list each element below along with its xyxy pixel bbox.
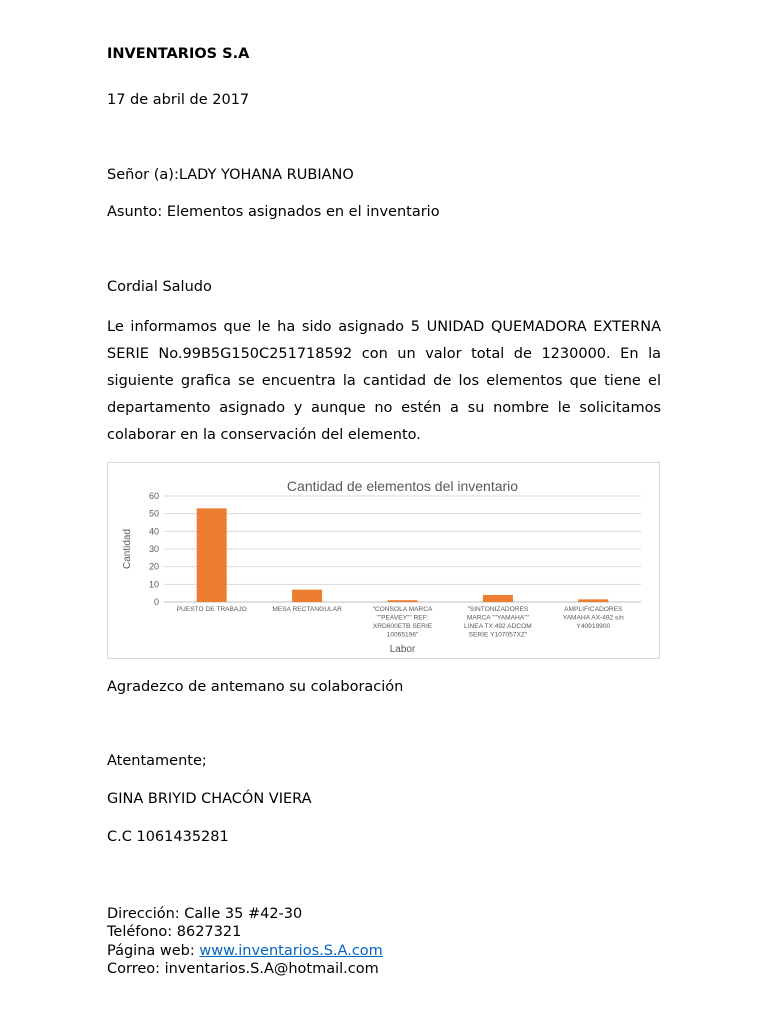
x-tick-label: XRD600ETB SERIE — [372, 623, 433, 630]
chart-svg — [108, 463, 661, 660]
x-tick-label: "SINTONIZADORES — [467, 606, 529, 613]
x-tick-label: MARCA ""YAMAHA"" — [466, 614, 529, 622]
contact-footer — [107, 905, 383, 978]
x-tick-label: Y40919900 — [576, 623, 611, 630]
x-tick-label: MESA RECTANGULAR — [272, 606, 342, 613]
bar — [197, 508, 227, 602]
x-tick-label: "CONSOLA MARCA — [372, 606, 433, 613]
closing: Atentamente; — [107, 753, 207, 769]
bar — [483, 595, 513, 602]
greeting: Cordial Saludo — [107, 279, 212, 295]
y-tick-label: 0 — [153, 597, 159, 607]
x-tick-label: LINEA TX 492 ADCOM — [464, 623, 532, 630]
signer-id: C.C 1061435281 — [107, 829, 229, 845]
footer-phone: Teléfono: 8627321 — [107, 924, 242, 941]
x-tick-label: AMPLIFICADORES — [564, 606, 623, 613]
x-tick-label: 10065196" — [386, 631, 419, 639]
y-tick-label: 30 — [148, 544, 159, 554]
thanks-line: Agradezco de antemano su colaboración — [107, 679, 404, 695]
y-tick-label: 50 — [148, 508, 159, 519]
footer-email: Correo: inventarios.S.A@hotmail.com — [107, 960, 379, 977]
bar — [388, 600, 418, 602]
x-axis-title: Labor — [389, 644, 416, 655]
letter-date: 17 de abril de 2017 — [107, 92, 250, 108]
signer-name: GINA BRIYID CHACÓN VIERA — [107, 791, 312, 807]
subject-line: Asunto: Elementos asignados en el inventario — [107, 204, 440, 220]
bar — [578, 599, 608, 602]
y-tick-label: 40 — [148, 526, 159, 537]
chart-title: Cantidad de elementos del inventario — [286, 478, 519, 494]
x-tick-label: ""PEAVEY"" REF: — [376, 614, 429, 622]
y-tick-label: 60 — [148, 491, 159, 501]
company-name: INVENTARIOS S.A — [107, 46, 250, 62]
footer-address: Dirección: Calle 35 #42-30 — [107, 906, 303, 922]
inventory-chart — [107, 462, 660, 659]
y-axis-title: Cantidad — [122, 528, 133, 570]
x-tick-label: YAMAHA AX-492 s/n — [562, 614, 624, 622]
footer-web — [107, 942, 383, 960]
website-link[interactable]: www.inventarios.S.A.com — [199, 942, 383, 959]
bar — [292, 590, 322, 602]
x-tick-label: SERIE Y107057XZ" — [468, 631, 528, 639]
y-tick-label: 20 — [148, 561, 159, 572]
body-paragraph: Le informamos que le ha sido asignado 5 UNIDAD QUEMADORA EXTERNA SERIE No.99B5G150C251718592 con un valor total de 1230000. En la siguiente grafica se encuentra la cantidad de los elementos que tiene el departamento asignado y aunque no estén a su nombre le solicitamos colaborar en la conservación del elemento. — [107, 319, 661, 443]
footer-web-label: Página web: — [107, 942, 200, 959]
x-tick-label: PUESTO DE TRABAJO — [176, 606, 247, 613]
y-tick-label: 10 — [148, 579, 159, 590]
recipient: Señor (a):LADY YOHANA RUBIANO — [107, 167, 354, 183]
